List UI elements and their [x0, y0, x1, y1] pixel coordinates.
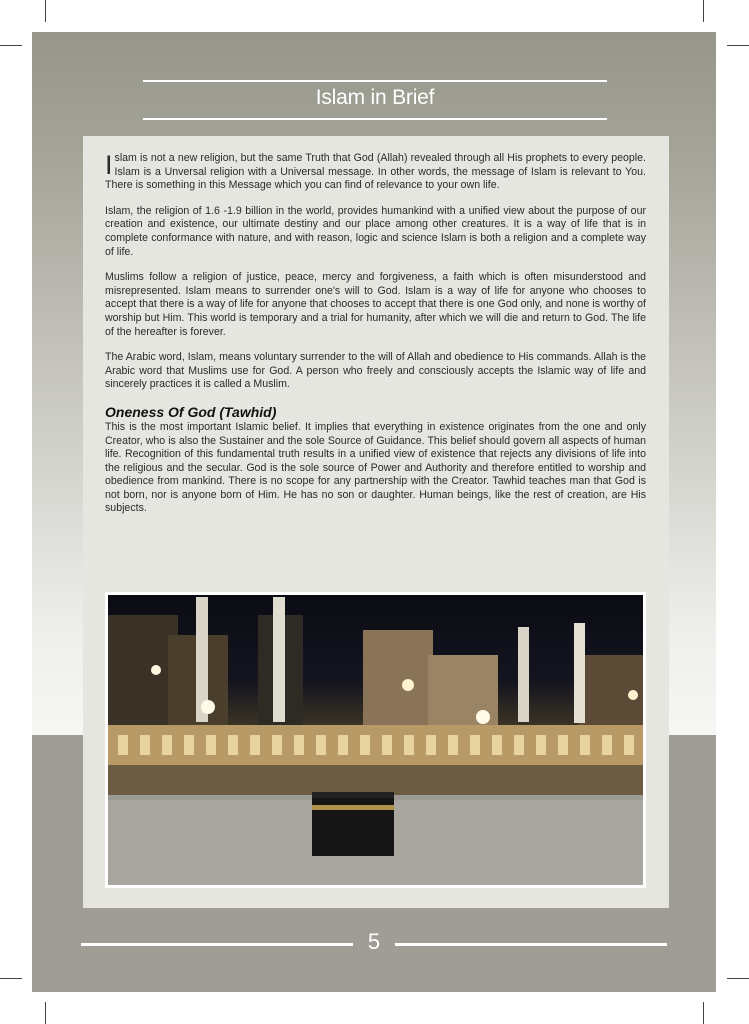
- paragraph: The Arabic word, Islam, means voluntary surrender to the will of Allah and obedience to His commands. Allah is the Arabic word that Muslims use for God. A person who freely and consciously accepts the Islamic way of life and sincerely practices it is called a Muslim.: [105, 351, 646, 391]
- mecca-illustration: [108, 595, 643, 885]
- crop-mark: [727, 45, 749, 46]
- crop-mark: [45, 1002, 46, 1024]
- crop-mark: [0, 45, 22, 46]
- page-title: Islam in Brief: [315, 86, 435, 109]
- crop-mark: [703, 1002, 704, 1024]
- crop-mark: [45, 0, 46, 22]
- body-text: [105, 152, 646, 528]
- crop-mark: [0, 978, 22, 979]
- title-rule-top: [143, 80, 607, 82]
- title-rule-bottom: [143, 118, 607, 120]
- paragraph: Islam, the religion of 1.6 -1.9 billion in the world, provides humankind with a unified view about the purpose of our creation and existence, our ultimate destiny and our place among other creatures. It is a way of life that is in complete conformance with nature, and with reason, logic and science Islam is both a religion and a complete way of life.: [105, 204, 646, 258]
- section-paragraph: This is the most important Islamic belief. It implies that everything in existence originates from the one and only Creator, who is also the Sustainer and the sole Source of Guidance. This belief should govern all aspects of human life. Recognition of this fundamental truth results in a unified view of existence that rejects any divisions of life into the religious and the secular. God is the sole source of Power and Authority and therefore entitled to worship and obedience from mankind. There is no scope for any partnership with the Creator. Tawhid teaches man that God is not born, nor is anyone born of Him. He has no son or daughter. Human beings, like the rest of creation, are His subjects.: [105, 420, 646, 515]
- crop-mark: [703, 0, 704, 22]
- crop-mark: [727, 978, 749, 979]
- photo-frame: [105, 592, 646, 888]
- drop-cap: I: [105, 150, 113, 180]
- section-heading: Oneness Of God (Tawhid): [105, 403, 277, 420]
- intro-text: slam is not a new religion, but the same Truth that God (Allah) revealed through all His prophets to every people. Islam is a Unversal religion with a Universal message. In other words, the message of Islam is relevant to You. There is something in this Message which you can find of relevance to your own life.: [105, 152, 646, 192]
- paragraph: Muslims follow a religion of justice, peace, mercy and forgiveness, a faith which is often misunderstood and misrepresented. Islam means to surrender one's will to God. Islam is a way of life for anyone who chooses to accept that there is a way of life for anyone that chooses to accept that there is one God only, and none is worthy of worship but Him. This world is temporary and a trial for humanity, after which we will die and return to God. The life of the hereafter is forever.: [105, 271, 646, 338]
- page-number: 5: [367, 929, 381, 954]
- mecca-photo: [108, 595, 643, 885]
- intro-paragraph: [105, 152, 646, 193]
- content-panel: [83, 136, 669, 908]
- footer-rule-right: [395, 943, 667, 946]
- brochure-page: [32, 32, 716, 992]
- footer-rule-left: [81, 943, 353, 946]
